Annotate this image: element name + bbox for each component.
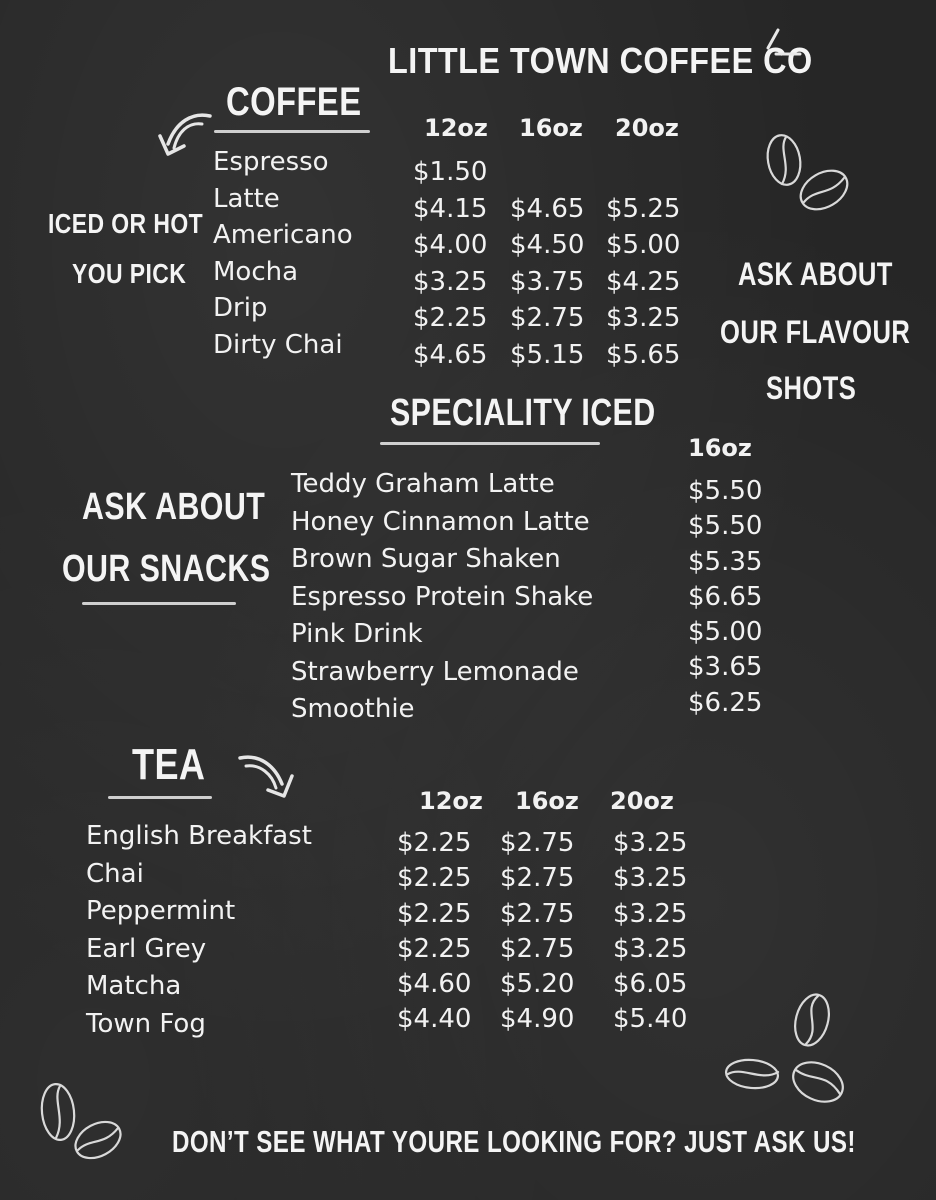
tea-prices-12oz [397,826,471,1038]
coffee-price: $4.50 [510,230,585,260]
tea-price: $3.25 [613,933,688,964]
coffee-heading: COFFEE [226,80,362,124]
coffee-bean-icon [760,130,856,222]
coffee-price: $4.25 [606,266,681,297]
coffee-prices-20oz [606,154,680,373]
snacks-note-underline [82,602,236,605]
coffee-bean-icon [34,1078,130,1170]
coffee-price [510,154,584,191]
tea-price: $4.40 [397,1004,472,1035]
coffee-price: $4.65 [510,193,585,224]
coffee-price: $5.15 [510,339,585,370]
tea-price: $2.75 [500,933,575,964]
snacks-note-line2: OUR SNACKS [62,548,271,590]
coffee-item-name: Latte [213,183,280,214]
coffee-price: $3.75 [510,266,585,297]
flavour-note-line2: OUR FLAVOUR [720,314,911,350]
coffee-price: $5.00 [606,230,681,260]
coffee-bean-icon [722,990,852,1110]
tea-price: $3.25 [613,828,688,858]
iced-or-hot-note: ICED OR HOT [48,208,204,239]
coffee-price: $4.00 [413,230,488,260]
coffee-price: $3.25 [413,266,488,297]
tea-size-12oz: 12oz [419,787,483,815]
coffee-price [606,154,680,191]
tea-item-name: Town Fog [86,1008,206,1039]
coffee-item-name: Drip [213,293,268,323]
flavour-note-line3: SHOTS [766,370,857,406]
tea-item-name: Matcha [86,971,182,1001]
iced-size-16oz: 16oz [688,434,752,462]
tea-item-name: Earl Grey [86,933,207,964]
tea-price: $5.40 [613,1004,688,1035]
tea-price: $2.25 [397,828,472,858]
coffee-item-name: Espresso [213,147,329,177]
iced-item-name: Brown Sugar Shaken [291,544,561,574]
coffee-prices-12oz [413,154,487,373]
iced-price: $5.50 [688,476,763,506]
page-title: LITTLE TOWN COFFEE CO [388,40,813,81]
iced-item-name: Espresso Protein Shake [291,581,594,612]
coffee-price: $4.65 [413,339,488,370]
coffee-price: $5.65 [606,339,681,370]
iced-price: $5.50 [688,511,763,542]
iced-price: $3.65 [688,652,763,683]
iced-item-name: Teddy Graham Latte [291,469,555,499]
flavour-note-line1: ASK ABOUT [738,256,893,292]
tea-items [86,818,312,1043]
tea-item-name: Peppermint [86,896,236,926]
coffee-item-name: Mocha [213,256,299,287]
sparkle-icon [762,26,804,62]
iced-heading: SPECIALITY ICED [390,392,656,434]
tea-price: $5.20 [500,969,575,1000]
tea-price: $2.75 [500,863,575,894]
coffee-heading-underline [214,130,370,133]
tea-prices-20oz [613,826,687,1038]
curved-arrow-icon [234,748,300,804]
iced-item-name: Strawberry Lemonade [291,656,579,687]
iced-item-name: Honey Cinnamon Latte [291,506,590,537]
snacks-note-line1: ASK ABOUT [82,486,266,528]
coffee-price: $4.15 [413,193,488,224]
tea-size-16oz: 16oz [515,787,579,815]
iced-price: $5.35 [688,546,763,577]
iced-item-name: Pink Drink [291,619,423,649]
coffee-price: $2.75 [510,303,585,333]
tea-heading-underline [108,796,212,799]
coffee-price: $5.25 [606,193,681,224]
iced-item-name: Smoothie [291,694,415,724]
coffee-prices-16oz [510,154,584,373]
tea-price: $2.75 [500,828,575,858]
tea-price: $2.25 [397,933,472,964]
curved-arrow-icon [152,106,216,162]
footer-message: DON’T SEE WHAT YOURE LOOKING FOR? JUST ASK US! [172,1124,856,1159]
iced-price: $5.00 [688,617,763,648]
tea-price: $2.75 [500,898,575,929]
tea-price: $2.25 [397,863,472,894]
iced-items [291,466,593,729]
tea-heading: TEA [132,740,206,789]
coffee-size-12oz: 12oz [424,114,488,142]
coffee-item-name: Americano [213,220,353,250]
coffee-price: $1.50 [413,157,488,187]
coffee-size-20oz: 20oz [615,114,679,142]
tea-price: $4.60 [397,969,472,1000]
coffee-size-16oz: 16oz [519,114,583,142]
tea-item-name: Chai [86,858,144,889]
iced-prices [688,474,762,721]
tea-price: $3.25 [613,898,688,929]
coffee-price: $3.25 [606,303,681,333]
iced-price: $6.65 [688,581,763,612]
coffee-item-name: Dirty Chai [213,329,343,360]
coffee-price: $2.25 [413,303,488,333]
coffee-items [213,144,353,363]
tea-price: $2.25 [397,898,472,929]
tea-price: $6.05 [613,969,688,1000]
tea-price: $4.90 [500,1004,575,1035]
tea-item-name: English Breakfast [86,821,312,851]
iced-price: $6.25 [688,687,763,718]
tea-prices-16oz [500,826,574,1038]
tea-size-20oz: 20oz [610,787,674,815]
iced-heading-underline [380,442,600,445]
tea-price: $3.25 [613,863,688,894]
you-pick-note: YOU PICK [72,258,187,289]
